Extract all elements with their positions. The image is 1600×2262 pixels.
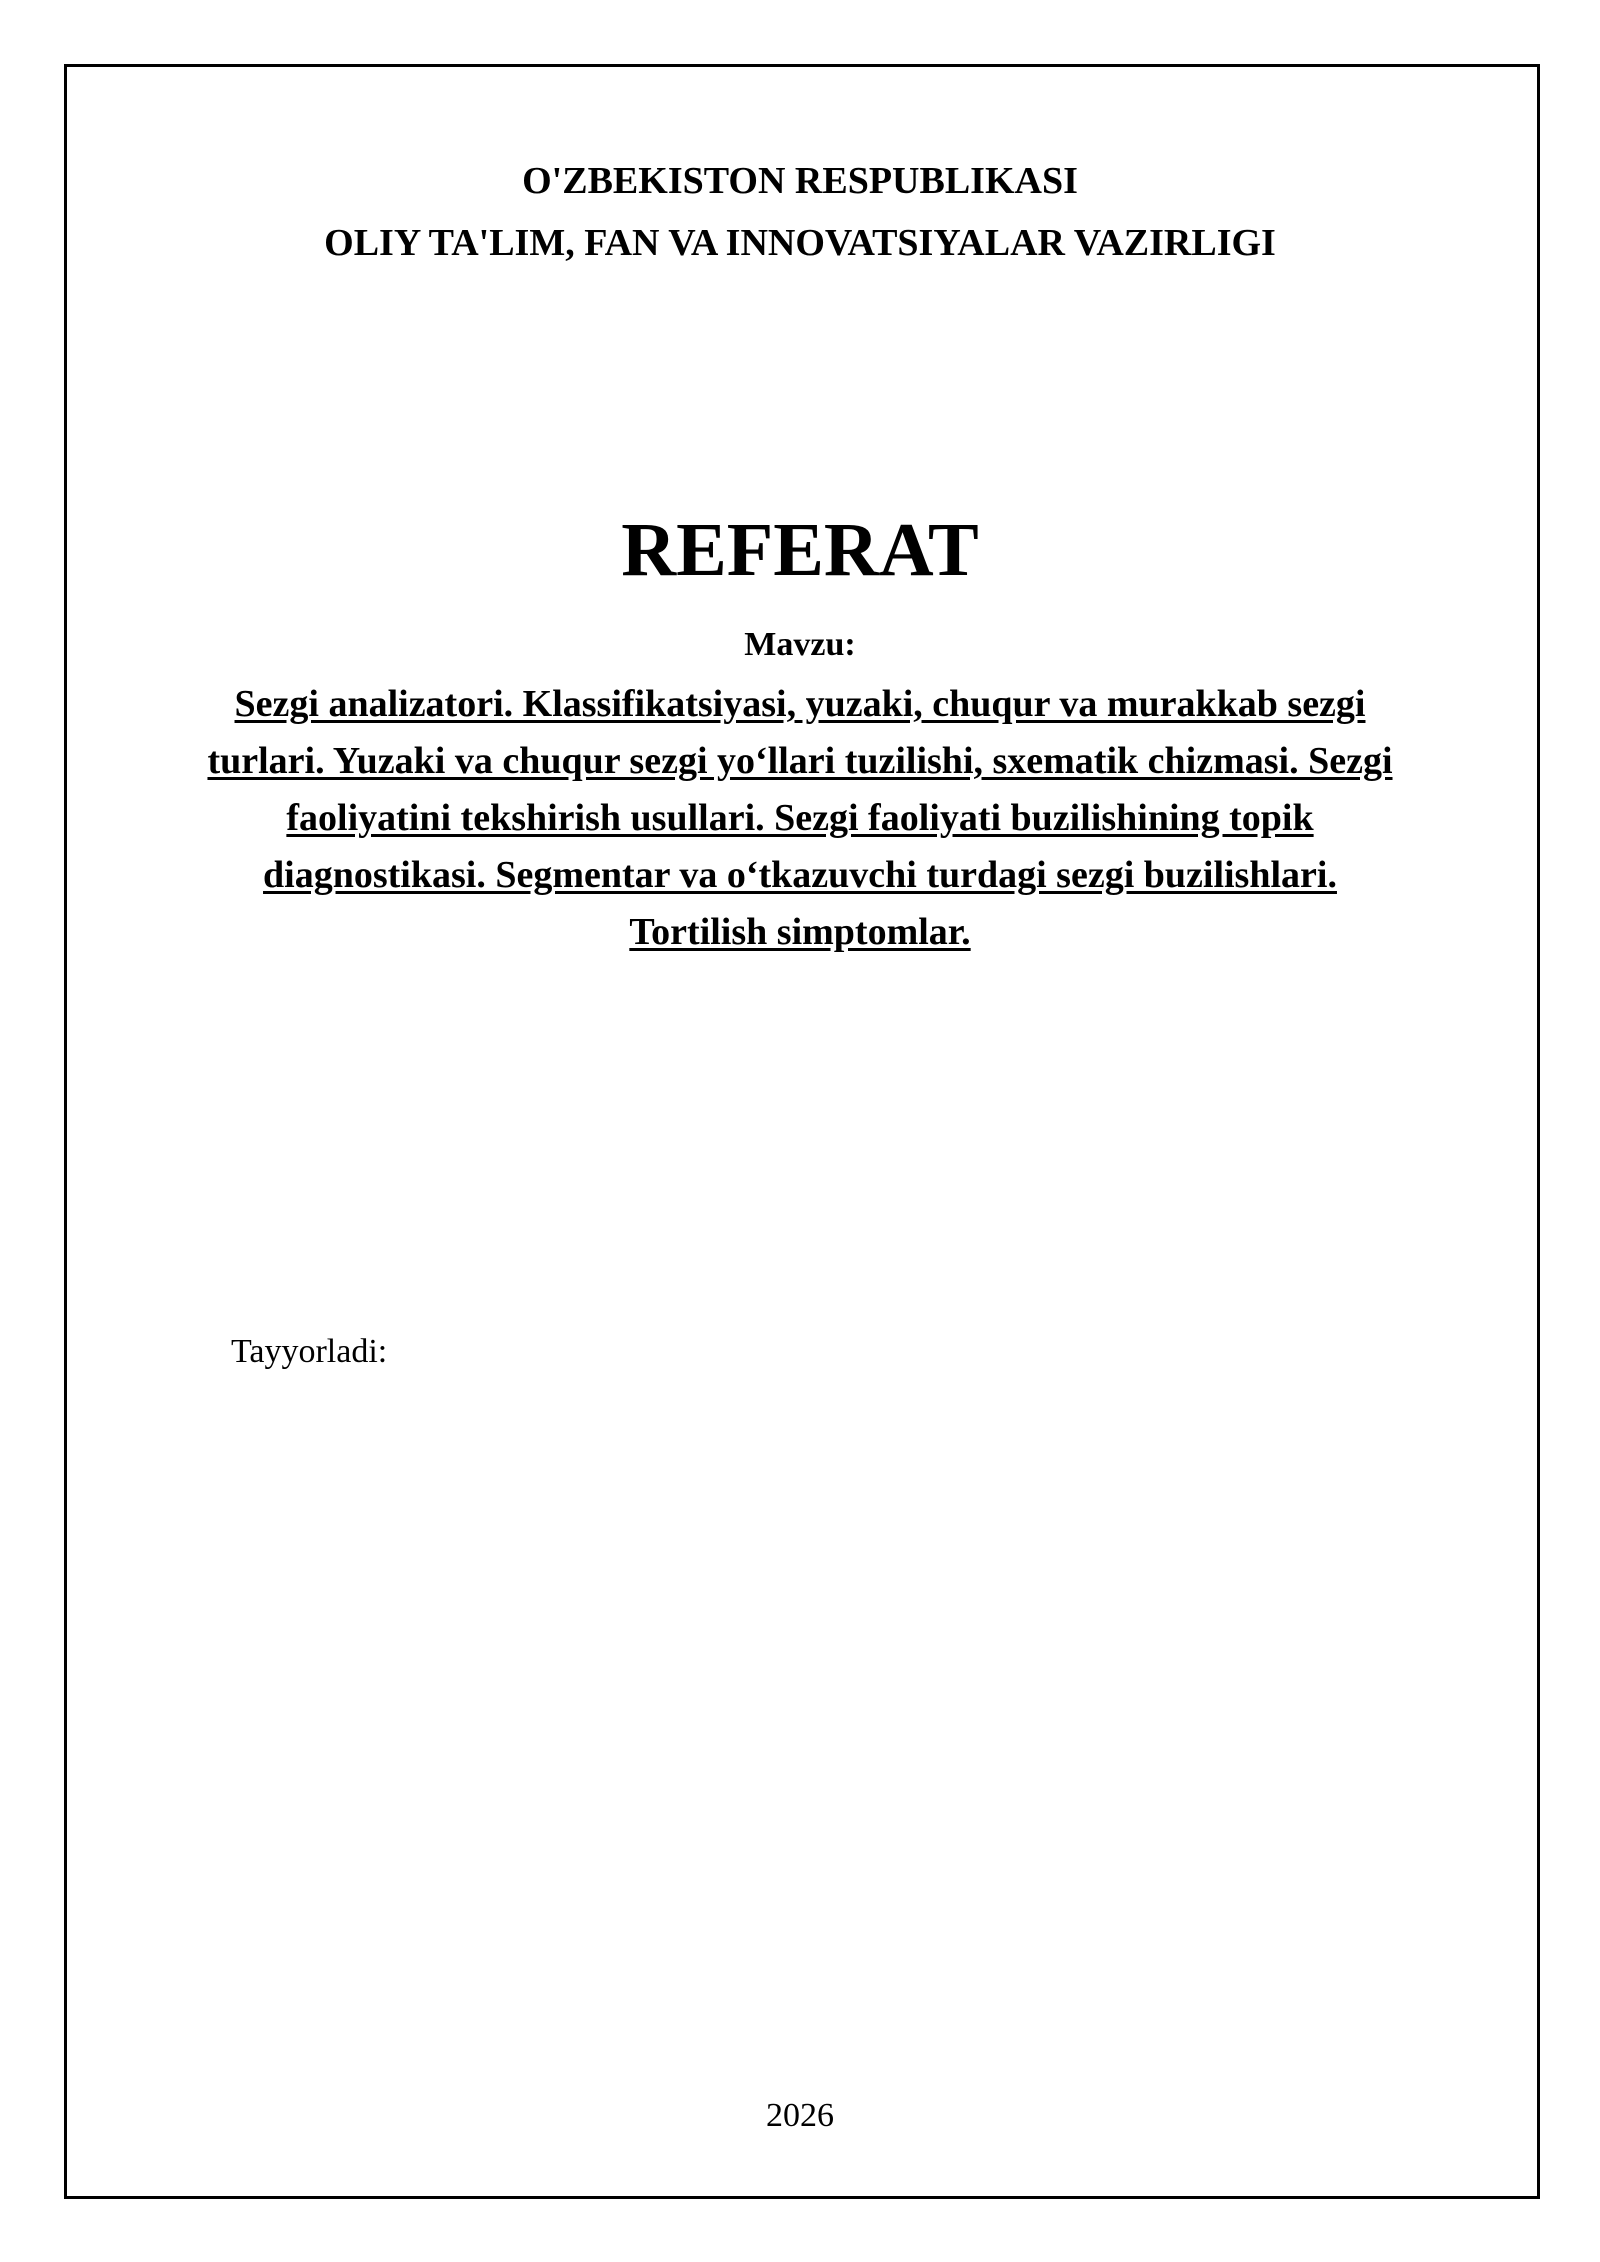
page-border [64, 64, 1540, 2199]
ministry-name: OLIY TA'LIM, FAN VA INNOVATSIYALAR VAZIRLIGI [324, 222, 1276, 264]
prepared-by-label: Tayyorladi: [231, 1333, 388, 1370]
ministry-header [0, 150, 1600, 274]
country-name: O'ZBEKISTON RESPUBLIKASI [522, 160, 1078, 202]
topic-label: Mavzu: [744, 626, 856, 663]
topic-text: Sezgi analizatori. Klassifikatsiyasi, yuzaki, chuqur va murakkab sezgi turlari. Yuzaki va chuqur sezgi yo‘llari tuzilishi, sxematik chizmasi. Sezgi faoliyatini tekshirish usullari. Sezgi faoliyati buzilishining topik diagnostikasi. Segmentar va o‘tkazuvchi turdagi sezgi buzilishlari. Tortilish simptomlar. [207, 683, 1393, 953]
year: 2026 [766, 2097, 834, 2134]
document-title: REFERAT [621, 508, 979, 592]
